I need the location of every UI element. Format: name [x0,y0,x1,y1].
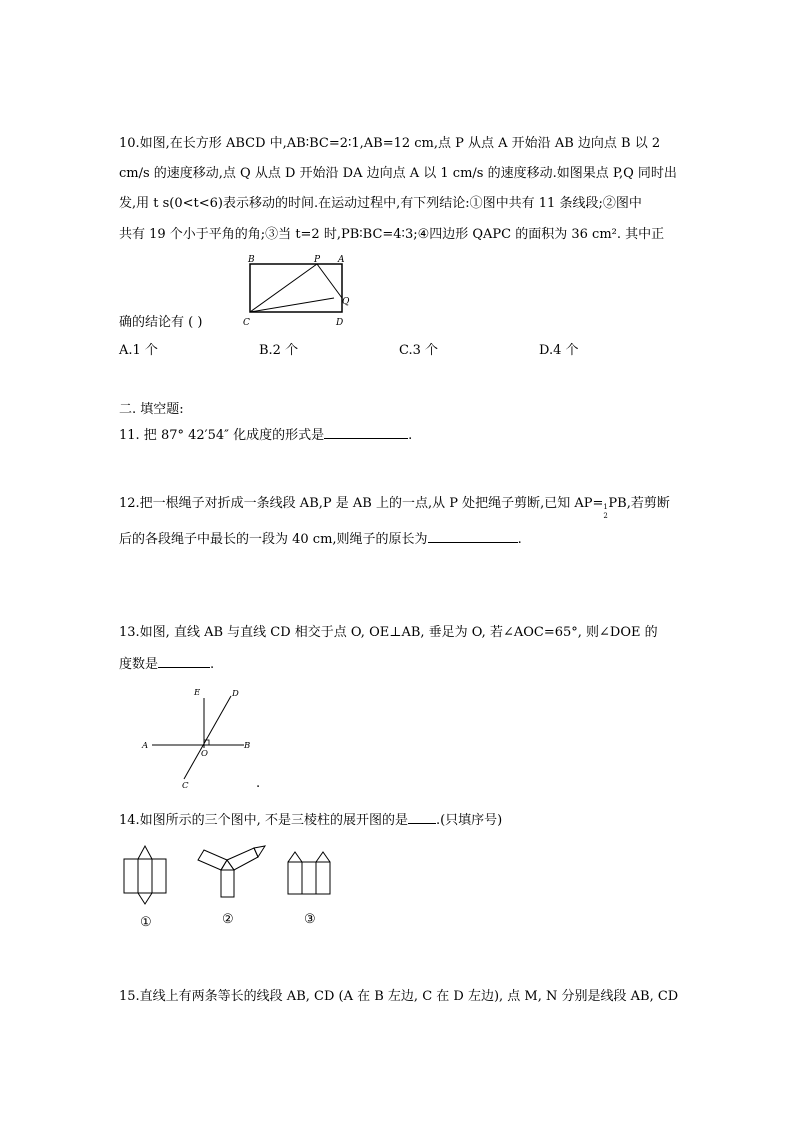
q14-text: 14.如图所示的三个图中, 不是三棱柱的展开图的是 [119,813,408,828]
label-E: E [194,688,201,698]
option-b: B.2 个 [259,343,299,358]
q10-line-2: cm/s 的速度移动,点 Q 从点 D 开始沿 DA 边向点 A 以 1 cm/s 的速度移动.如图果点 P,Q 同时出 [119,166,677,181]
option-c: C.3 个 [399,343,439,358]
q10-line-5: 确的结论有 ( ) [119,315,203,330]
q12-end: . [517,532,522,547]
label-B: B [244,741,251,751]
q13-line-2 [119,655,214,673]
q10-line-1: 10.如图,在长方形 ABCD 中,AB∶BC=2∶1,AB=12 cm,点 P 从点 A 开始沿 AB 边向点 B 以 2 [119,136,661,151]
q15-line-1: 15.直线上有两条等长的线段 AB, CD (A 在 B 左边, C 在 D 左边), 点 M, N 分别是线段 AB, CD [119,989,679,1004]
rectangle-abcd-figure [242,252,362,330]
q14-end: .(只填序号) [435,813,503,828]
label-fig-1: ① [140,915,152,930]
q11-answer-blank[interactable] [324,426,408,439]
q12-line-2 [119,530,522,548]
label-A: A [142,741,149,751]
option-a: A.1 个 [119,343,158,358]
label-C: C [182,781,189,791]
net-2 [198,846,265,897]
q13-figure-dot: . [256,776,261,791]
net-1 [124,846,166,904]
label-O: O [201,749,208,759]
q11-line [119,426,412,444]
q13-answer-blank[interactable] [158,655,210,668]
q11-end: . [408,428,413,443]
label-D: D [232,689,239,699]
net-3 [288,852,330,894]
label-Q: Q [342,297,350,307]
q10-line-4: 共有 19 个小于平角的角;③当 t=2 时,PB∶BC=4∶3;④四边形 QAPC 的面积为 36 cm². 其中正 [119,227,665,242]
q13-end: . [210,657,215,672]
q10-line-3: 发,用 t s(0<t<6)表示移动的时间.在运动过程中,有下列结论:①图中共有 11 条线段;②图中 [119,196,642,211]
q12-text-1: 12.把一根绳子对折成一条线段 AB,P 是 AB 上的一点,从 P 处把绳子剪断,已知 AP= [119,496,604,511]
q14-line [119,811,502,829]
option-d: D.4 个 [539,343,579,358]
q13-text: 度数是 [119,657,159,672]
label-P: P [314,255,321,265]
q13-line-1: 13.如图, 直线 AB 与直线 CD 相交于点 O, OE⊥AB, 垂足为 O, 若∠AOC=65°, 则∠DOE 的 [119,625,658,640]
label-fig-3: ③ [304,912,316,927]
q12-text-3: 后的各段绳子中最长的一段为 40 cm,则绳子的原长为 [119,532,428,547]
prism-nets-figure [118,840,338,932]
section-title: 二. 填空题: [119,402,184,417]
q12-answer-blank[interactable] [428,530,518,543]
intersecting-lines-figure [138,684,268,794]
q14-answer-blank[interactable] [408,811,436,824]
label-D: D [336,318,344,328]
q12-text-2: PB,若剪断 [608,496,670,511]
label-fig-2: ② [222,912,234,927]
q12-line-1: 12.把一根绳子对折成一条线段 AB,P 是 AB 上的一点,从 P 处把绳子剪断,已知 AP= 1 2 PB,若剪断 [119,496,670,520]
label-B: B [248,255,255,265]
label-A: A [338,255,345,265]
q11-text: 11. 把 87° 42′54″ 化成度的形式是 [119,428,325,443]
label-C: C [243,318,250,328]
